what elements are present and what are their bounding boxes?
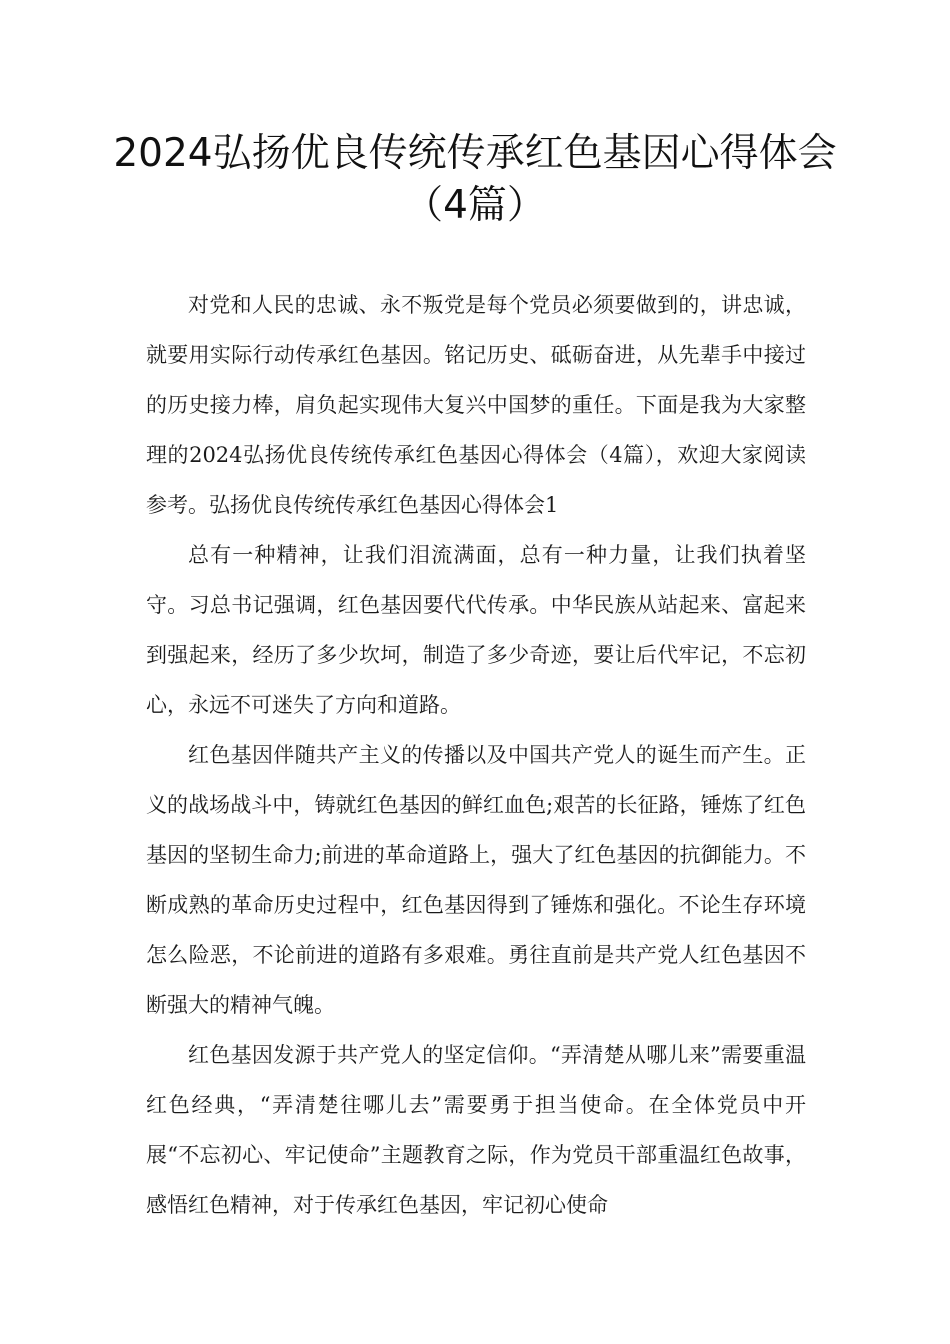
document-title: 2024弘扬优良传统传承红色基因心得体会（4篇） <box>113 131 837 228</box>
paragraph: 对党和人民的忠诚、永不叛党是每个党员必须要做到的，讲忠诚，就要用实际行动传承红色基因。铭记历史、砥砺奋进，从先辈手中接过的历史接力棒，肩负起实现伟大复兴中国梦的重任。下面是我为大家整理的2024弘扬优良传统传承红色基因心得体会（4篇），欢迎大家阅读参考。弘扬优良传统传承红色基因心得体会1 <box>146 293 806 517</box>
paragraph: 红色基因发源于共产党人的坚定信仰。“弄清楚从哪儿来”需要重温红色经典，“弄清楚往哪儿去”需要勇于担当使命。在全体党员中开展“不忘初心、牢记使命”主题教育之际，作为党员干部重温红色故事，感悟红色精神，对于传承红色基因，牢记初心使命 <box>146 1043 806 1217</box>
paragraph: 总有一种精神，让我们泪流满面，总有一种力量，让我们执着坚守。习总书记强调，红色基因要代代传承。中华民族从站起来、富起来到强起来，经历了多少坎坷，制造了多少奇迹，要让后代牢记，不忘初心，永远不可迷失了方向和道路。 <box>146 543 806 717</box>
paragraph: 红色基因伴随共产主义的传播以及中国共产党人的诞生而产生。正义的战场战斗中，铸就红色基因的鲜红血色;艰苦的长征路，锤炼了红色基因的坚韧生命力;前进的革命道路上，强大了红色基因的抗御能力。不断成熟的革命历史过程中，红色基因得到了锤炼和强化。不论生存环境怎么险恶，不论前进的道路有多艰难。勇往直前是共产党人红色基因不断强大的精神气魄。 <box>146 743 806 1017</box>
document-body <box>146 280 806 1230</box>
